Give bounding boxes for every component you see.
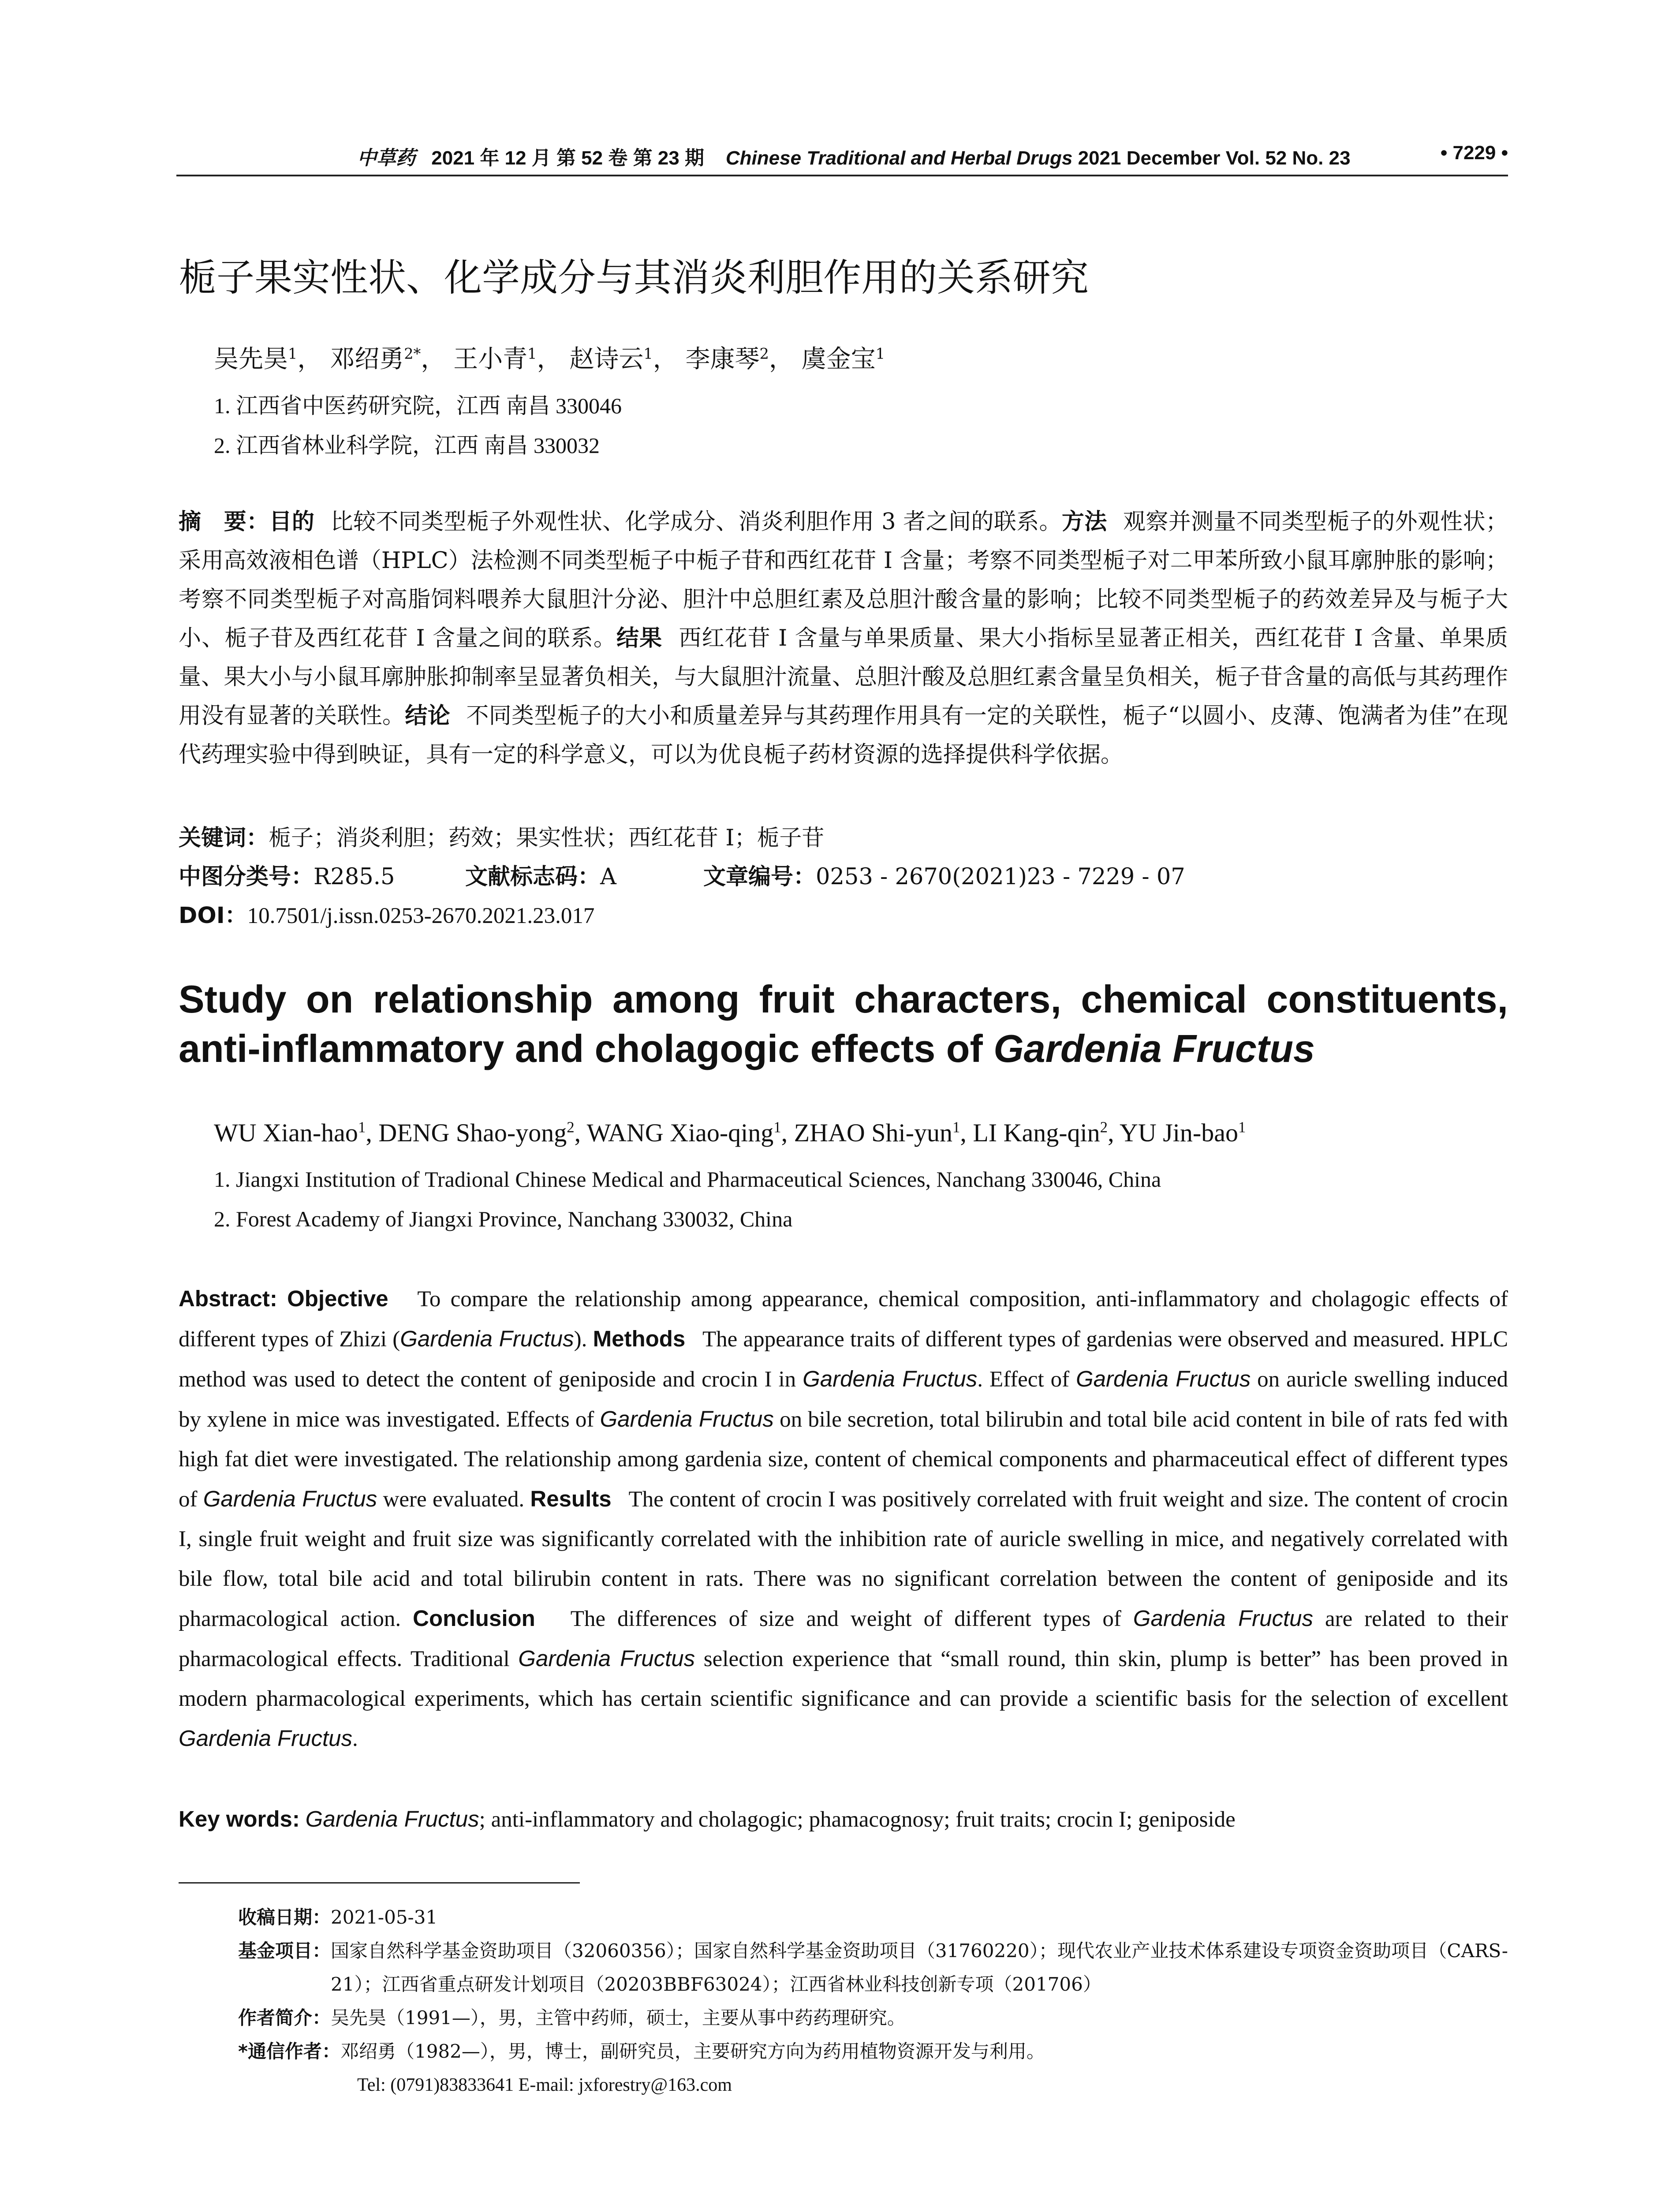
header-rule <box>176 175 1508 176</box>
running-header-left <box>357 142 1351 170</box>
author-en: WU Xian-hao$^1$ <box>214 1118 366 1147</box>
results-cn: 西红花苷 I 含量与单果质量、果大小指标呈显著正相关，西红花苷 I 含量、单果质量、果大小与小鼠耳廓肿胀抑制率呈显著负相关，与大鼠胆汁流量、总胆汁酸及总胆红素含量呈负相关，栀子苷含量的高低与其药理作用没有显著的关联性。 <box>179 625 1508 729</box>
author-cn: 王小青$^1$ <box>453 345 537 374</box>
author-en: DENG Shao-yong$^2$ <box>378 1118 575 1147</box>
affiliation-cn-2: 2. 江西省林业科学院，江西 南昌 330032 <box>214 433 600 458</box>
issue-cn: 2021 年 12 月 第 52 卷 第 23 期 <box>431 147 704 169</box>
journal-name-cn: 中草药 <box>357 147 415 169</box>
authors-en: WU Xian-hao$^1$, DENG Shao-yong$^2$, WANG Xiao-qing$^1$, ZHAO Shi-yun$^1$, LI Kang-qin$^2$, YU Jin-bao$^1$ <box>214 1118 1246 1147</box>
conclusion-cn-label: 结论 <box>405 703 451 729</box>
methods-cn: 观察并测量不同类型栀子的外观性状；采用高效液相色谱（HPLC）法检测不同类型栀子中栀子苷和西红花苷 I 含量；考察不同类型栀子对二甲苯所致小鼠耳廓肿胀的影响；考察不同类型栀子对高脂饲料喂养大鼠胆汁分泌、胆汁中总胆红素及总胆汁酸含量的影响；比较不同类型栀子的药效差异及与栀子大小、栀子苷及西红花苷 I 含量之间的联系。 <box>179 509 1508 651</box>
author-en: LI Kang-qin$^2$ <box>973 1118 1108 1147</box>
author-cn: 赵诗云$^1$ <box>569 345 653 374</box>
doi-link[interactable]: 10.7501/j.issn.0253-2670.2021.23.017 <box>247 904 595 928</box>
author-cn: 邓绍勇$^{2*}$ <box>330 345 421 374</box>
keywords-cn-text: 栀子；消炎利胆；药效；果实性状；西红花苷 I；栀子苷 <box>269 825 825 851</box>
author-cn: 吴先昊$^1$ <box>214 345 298 374</box>
objective-cn: 比较不同类型栀子外观性状、化学成分、消炎利胆作用 3 者之间的联系。 <box>330 509 1062 535</box>
footnote-rule <box>179 1882 580 1884</box>
footnote-fund: 基金项目： 国家自然科学基金资助项目（32060356）；国家自然科学基金资助项目（31760220）；现代农业产业技术体系建设专项资金资助项目（CARS-21）；江西省重点研发计划项目（20203BBF63024）；江西省林业科技创新专项（201706） <box>238 1940 1508 1995</box>
methods-en-label: Methods <box>593 1326 686 1351</box>
page-number: • 7229 • <box>1440 142 1508 164</box>
conclusion-cn: 不同类型栀子的大小和质量差异与其药理作用具有一定的关联性，栀子“以圆小、皮薄、饱满者为佳”在现代药理实验中得到映证，具有一定的科学意义，可以为优良栀子药材资源的选择提供科学依据。 <box>179 703 1508 768</box>
divider-space <box>709 147 720 169</box>
footnotes <box>238 1901 1508 2102</box>
keywords-cn-label: 关键词： <box>179 825 269 851</box>
footnote-received: 收稿日期： 2021-05-31 <box>238 1906 438 1928</box>
abstract-cn-label: 摘 要： <box>179 509 269 535</box>
title-en <box>179 975 1508 1073</box>
objective-en-label: Objective <box>287 1286 388 1311</box>
title-cn: 栀子果实性状、化学成分与其消炎利胆作用的关系研究 <box>179 256 1089 300</box>
conclusion-en-label: Conclusion <box>413 1606 535 1631</box>
issue-en: 2021 December Vol. 52 No. 23 <box>1078 147 1351 169</box>
title-en-line-2: anti-inflammatory and cholagogic effects of Gardenia Fructus <box>179 1027 1315 1070</box>
keywords-cn <box>179 819 824 852</box>
title-en-line-1: Study on relationship among fruit characters, chemical constituents, <box>179 977 1508 1021</box>
author-cn: 虞金宝$^1$ <box>801 345 885 374</box>
keywords-en: Key words: Gardenia Fructus; anti-inflammatory and cholagogic; phamacognosy; fruit traits; crocin I; geniposide <box>179 1806 1236 1832</box>
document-code: 文献标志码：A <box>465 864 616 890</box>
objective-cn-label: 目的 <box>269 509 315 535</box>
author-en: ZHAO Shi-yun$^1$ <box>794 1118 960 1147</box>
footnote-corresponding: *通信作者： 邓绍勇（1982—），男，博士，副研究员，主要研究方向为药用植物资源开发与利用。 <box>238 2041 1045 2062</box>
authors-cn: 吴先昊$^1$， 邓绍勇$^{2*}$， 王小青$^1$， 赵诗云$^1$， 李康琴$^2$， 虞金宝$^1$ <box>214 345 885 374</box>
abstract-en: Abstract: Objective To compare the relationship among appearance, chemical composition, anti-inflammatory and cholagogic effects of different types of Zhizi (Gardenia Fructus). Methods The appearance traits of different types of gardenias were observed and measured. HPLC method was used to detect the content of geniposide and crocin I in Gardenia Fructus. Effect of Gardenia Fructus on auricle swelling induced by xylene in mice was investigated. Effects of Gardenia Fructus on bile secretion, total bilirubin and total bile acid content in bile of rats fed with high fat diet were investigated. The relationship among gardenia size, content of chemical components and pharmaceutical effect of different types of Gardenia Fructus were evaluated. Results The content of crocin I was positively correlated with fruit weight and size. The content of crocin I, single fruit weight and fruit size was significantly correlated with the inhibition rate of auricle swelling in mice, and negatively correlated with bile flow, total bile acid and total bilirubin content in rats. There was no significant correlation between the content of geniposide and its pharmacological action. Conclusion The differences of size and weight of different types of Gardenia Fructus are related to their pharmacological effects. Traditional Gardenia Fructus selection experience that “small round, thin skin, plump is better” has been proved in modern pharmacological experiments, which has certain scientific significance and can provide a scientific basis for the selection of excellent Gardenia Fructus. <box>179 1286 1508 1751</box>
author-en: WANG Xiao-qing$^1$ <box>586 1118 781 1147</box>
methods-cn-label: 方法 <box>1061 509 1107 535</box>
affiliation-en-1: 1. Jiangxi Institution of Tradional Chinese Medical and Pharmaceutical Sciences, Nanchang 330046, China <box>214 1167 1161 1192</box>
author-cn: 李康琴$^2$ <box>685 345 769 374</box>
affiliation-en-2: 2. Forest Academy of Jiangxi Province, Nanchang 330032, China <box>214 1207 793 1231</box>
clc-code: 中图分类号：R285.5 <box>179 864 395 890</box>
running-header <box>176 142 1508 173</box>
results-en-label: Results <box>530 1486 612 1511</box>
journal-name-en: Chinese Traditional and Herbal Drugs <box>725 147 1073 169</box>
affiliation-cn-1: 1. 江西省中医药研究院，江西 南昌 330046 <box>214 393 622 418</box>
article-number: 文章编号：0253 - 2670(2021)23 - 7229 - 07 <box>703 864 1185 890</box>
abstract-cn <box>179 503 1508 774</box>
doi-line <box>179 897 594 930</box>
results-cn-label: 结果 <box>616 625 663 651</box>
abstract-en-label: Abstract: <box>179 1286 277 1311</box>
footnote-contact: Tel: (0791)83833641 E-mail: jxforestry@163.com <box>357 2075 732 2095</box>
footnote-author-bio: 作者简介： 吴先昊（1991—），男，主管中药师，硕士，主要从事中药药理研究。 <box>238 2007 906 2029</box>
doi-label: DOI： <box>179 903 247 929</box>
classification-line <box>179 858 1185 891</box>
author-en: YU Jin-bao$^1$ <box>1119 1118 1246 1147</box>
keywords-en-label: Key words: <box>179 1806 300 1831</box>
